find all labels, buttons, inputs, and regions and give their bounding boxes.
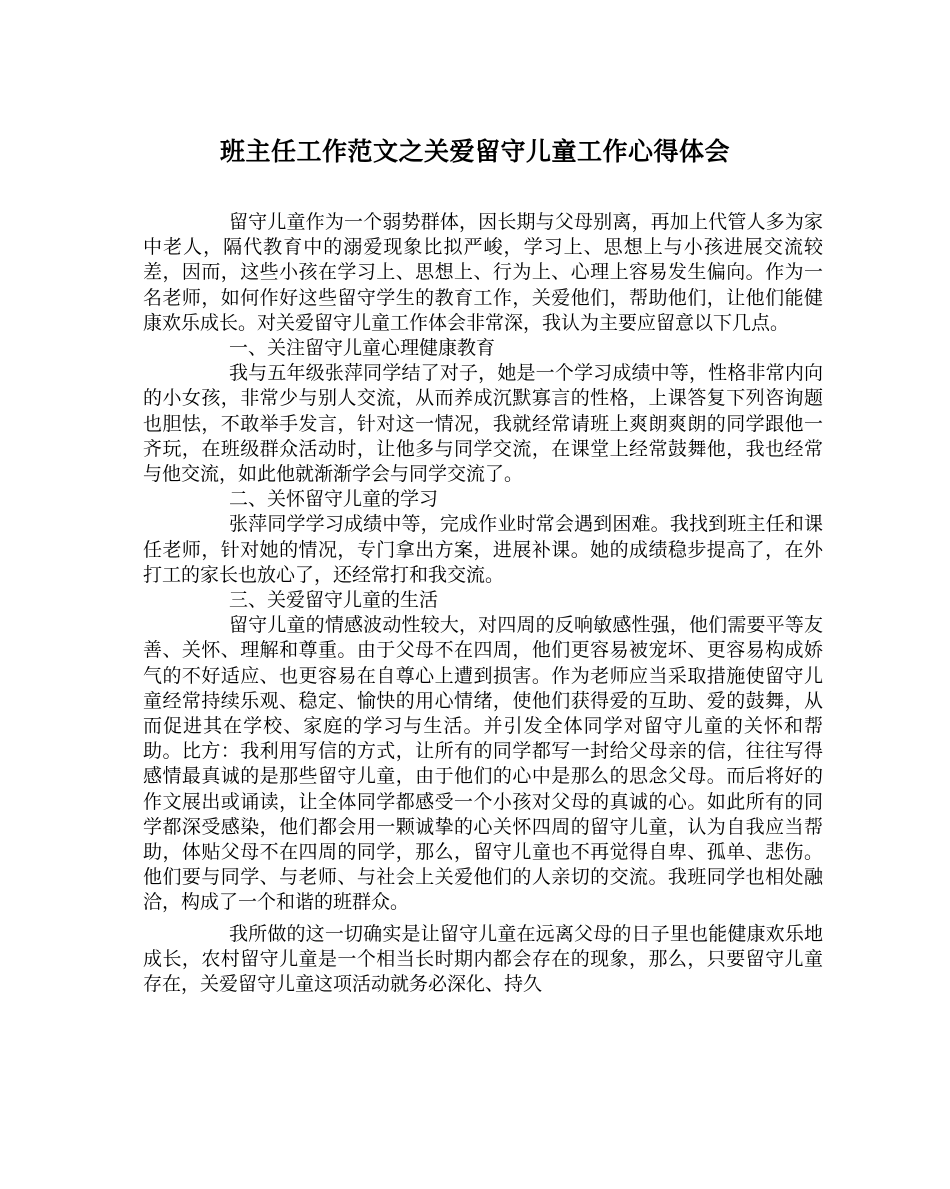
section-heading-3: 三、关爱留守儿童的生活 (229, 589, 439, 612)
section-3-paragraph: 留守儿童的情感波动性较大，对四周的反响敏感性强，他们需要平等友善、关怀、理解和尊重。由于父母不在四周，他们更容易被宠坏、更容易构成娇气的不好适应、也更容易在自尊心上遭到损害。作为老师应当采取措施使留守儿童经常持续乐观、稳定、愉快的用心情绪，使他们获得爱的互助、爱的鼓舞，从而促进其在学校、家庭的学习与生活。并引发全体同学对留守儿童的关怀和帮助。比方：我利用写信的方式，让所有的同学都写一封给父母亲的信，往往写得感情最真诚的是那些留守儿童，由于他们的心中是那么的思念父母。而后将好的作文展出或诵读，让全体同学都感受一个小孩对父母的真诚的心。如此所有的同学都深受感染，他们都会用一颗诚挚的心关怀四周的留守儿童，认为自我应当帮助，体贴父母不在四周的同学，那么，留守儿童也不再觉得自卑、孤单、悲伤。他们要与同学、与老师、与社会上关爱他们的人亲切的交流。我班同学也相处融洽，构成了一个和谐的班群众。 (143, 614, 823, 914)
section-heading-2: 二、关怀留守儿童的学习 (229, 488, 439, 511)
closing-paragraph: 我所做的这一切确实是让留守儿童在远离父母的日子里也能健康欢乐地成长，农村留守儿童是一个相当长时期内都会存在的现象，那么，只要留守儿童存在，关爱留守儿童这项活动就务必深化、持久 (143, 922, 823, 996)
intro-paragraph: 留守儿童作为一个弱势群体，因长期与父母别离，再加上代管人多为家中老人，隔代教育中的溺爱现象比拟严峻，学习上、思想上与小孩进展交流较差，因而，这些小孩在学习上、思想上、行为上、心理上容易发生偏向。作为一名老师，如何作好这些留守学生的教育工作，关爱他们，帮助他们，让他们能健康欢乐成长。对关爱留守儿童工作体会非常深，我认为主要应留意以下几点。 (143, 211, 823, 334)
document-title: 班主任工作范文之关爱留守儿童工作心得体会 (219, 137, 730, 166)
section-heading-1: 一、关注留守儿童心理健康教育 (229, 337, 496, 360)
document-body (143, 210, 823, 997)
section-1-paragraph: 我与五年级张萍同学结了对子，她是一个学习成绩中等，性格非常内向的小女孩，非常少与别人交流，从而养成沉默寡言的性格，上课答复下列咨询题也胆怯，不敢举手发言，针对这一情况，我就经常请班上爽朗爽朗的同学跟他一齐玩，在班级群众活动时，让他多与同学交流，在课堂上经常鼓舞他，我也经常与他交流，如此他就渐渐学会与同学交流了。 (143, 362, 823, 486)
section-2-paragraph: 张萍同学学习成绩中等，完成作业时常会遇到困难。我找到班主任和课任老师，针对她的情况，专门拿出方案，进展补课。她的成绩稳步提高了，在外打工的家长也放心了，还经常打和我交流。 (143, 513, 823, 586)
